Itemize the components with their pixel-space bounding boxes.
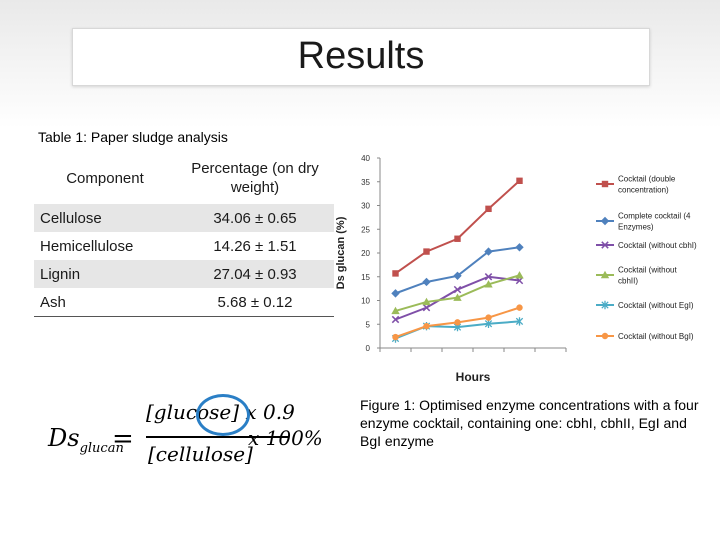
legend-marker bbox=[601, 217, 609, 225]
legend-label: Complete cocktail (4 bbox=[618, 211, 691, 221]
table-row bbox=[34, 288, 334, 317]
title-band bbox=[0, 0, 720, 128]
legend-marker bbox=[602, 333, 608, 339]
ds-glucan-formula bbox=[42, 388, 322, 488]
table-header-row bbox=[34, 152, 334, 204]
glucan-line-chart bbox=[330, 148, 720, 388]
table-row bbox=[34, 232, 334, 260]
row-value: 5.68 ± 0.12 bbox=[176, 288, 334, 317]
data-point bbox=[454, 236, 460, 242]
sludge-table bbox=[34, 152, 334, 317]
title-box bbox=[72, 28, 650, 86]
highlight-circle bbox=[196, 394, 250, 436]
row-value: 27.04 ± 0.93 bbox=[176, 260, 334, 288]
formula-denominator: [cellulose] bbox=[148, 442, 253, 466]
table-row bbox=[34, 204, 334, 232]
y-tick-label: 15 bbox=[361, 272, 370, 282]
data-point bbox=[423, 323, 429, 329]
y-tick-label: 35 bbox=[361, 177, 370, 187]
row-component: Cellulose bbox=[34, 204, 176, 232]
legend-label: Enzymes) bbox=[618, 222, 654, 232]
series-line bbox=[396, 275, 520, 311]
data-point bbox=[423, 248, 429, 254]
formula-equals: = bbox=[112, 424, 134, 454]
legend-label: cbhII) bbox=[618, 276, 639, 286]
row-component: Ash bbox=[34, 288, 176, 317]
data-point bbox=[391, 289, 399, 297]
formula-lhs-sub: glucan bbox=[79, 440, 124, 456]
data-point bbox=[485, 206, 491, 212]
data-point bbox=[392, 334, 398, 340]
figure-caption: Figure 1: Optimised enzyme concentrations with a four enzyme cocktail, containing one: cbhI, cbhII, EgI and BgI enzyme bbox=[360, 397, 699, 449]
y-tick-label: 5 bbox=[365, 320, 370, 330]
series-line bbox=[396, 181, 520, 274]
table-row bbox=[34, 260, 334, 288]
data-point bbox=[422, 278, 430, 286]
legend-label: Cocktail (without cbhI) bbox=[618, 241, 697, 250]
legend-label: Cocktail (without EgI) bbox=[618, 301, 694, 310]
y-tick-label: 10 bbox=[361, 296, 370, 306]
formula-numerator: [glucose] x 0.9 bbox=[146, 400, 295, 424]
series-line bbox=[396, 247, 520, 293]
row-value: 34.06 ± 0.65 bbox=[176, 204, 334, 232]
header-component: Component bbox=[34, 152, 176, 204]
legend-label: Cocktail (double bbox=[618, 174, 676, 184]
data-point bbox=[515, 243, 523, 251]
x-axis-title: Hours bbox=[455, 370, 491, 384]
data-point bbox=[454, 319, 460, 325]
header-percentage: Percentage (on dry weight) bbox=[176, 152, 334, 204]
row-component: Lignin bbox=[34, 260, 176, 288]
y-axis-title: Ds glucan (%) bbox=[335, 216, 347, 290]
legend-label: Cocktail (without bbox=[618, 265, 677, 275]
y-tick-label: 40 bbox=[361, 154, 370, 163]
y-tick-label: 25 bbox=[361, 225, 370, 235]
y-tick-label: 0 bbox=[365, 344, 370, 353]
data-point bbox=[485, 314, 491, 320]
row-value: 14.26 ± 1.51 bbox=[213, 237, 297, 255]
data-point bbox=[392, 270, 398, 276]
y-tick-label: 30 bbox=[361, 201, 370, 211]
legend-label: concentration) bbox=[618, 185, 669, 195]
formula-multiplier: x 100% bbox=[248, 426, 323, 450]
formula-lhs-main: Ds bbox=[48, 424, 80, 452]
data-point bbox=[516, 178, 522, 184]
row-component: Hemicellulose bbox=[40, 237, 134, 255]
table-caption: Table 1: Paper sludge analysis bbox=[38, 129, 228, 145]
slide-title: Results bbox=[297, 35, 425, 77]
legend-label: Cocktail (without BgI) bbox=[618, 332, 694, 341]
data-point bbox=[515, 271, 523, 278]
legend-marker bbox=[602, 181, 608, 187]
y-tick-label: 20 bbox=[361, 249, 370, 258]
data-point bbox=[516, 304, 522, 310]
